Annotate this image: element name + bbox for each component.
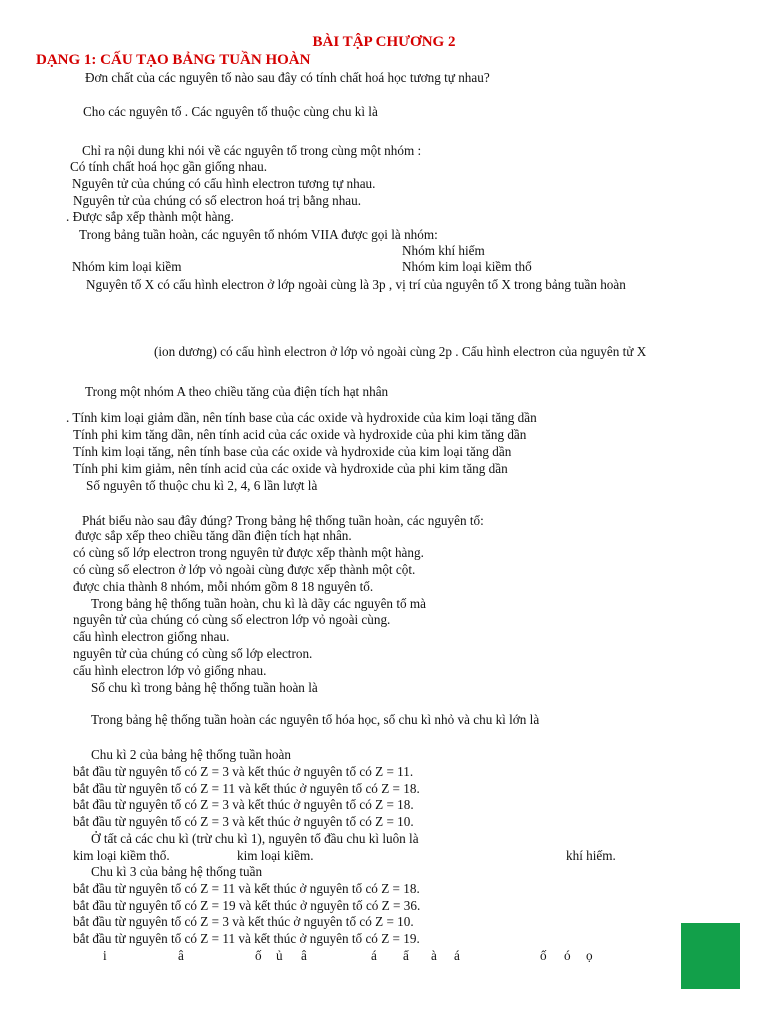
partial-glyph: ẩ <box>403 948 409 963</box>
text-line: Nhóm khí hiếm <box>402 243 485 258</box>
text-line: Trong bảng tuần hoàn, các nguyên tố nhóm VIIA được gọi là nhóm: <box>79 227 438 242</box>
text-line: bắt đầu từ nguyên tố có Z = 3 và kết thúc ở nguyên tố có Z = 18. <box>73 797 414 812</box>
text-line: được sắp xếp theo chiều tăng dần điện tích hạt nhân. <box>75 528 352 543</box>
text-line: Nhóm kim loại kiềm thổ <box>402 259 532 274</box>
partial-glyph: ọ <box>586 948 593 963</box>
partial-glyph: ố <box>540 948 547 963</box>
text-line: Số nguyên tố thuộc chu kì 2, 4, 6 lần lượt là <box>86 478 318 493</box>
text-line: Trong bảng hệ thống tuần hoàn các nguyên tố hóa học, số chu kì nhỏ và chu kì lớn là <box>91 712 540 727</box>
text-line: Trong một nhóm A theo chiều tăng của điện tích hạt nhân <box>85 384 389 399</box>
text-line: bắt đầu từ nguyên tố có Z = 11 và kết thúc ở nguyên tố có Z = 19. <box>73 931 420 946</box>
partial-glyph: á <box>454 948 460 963</box>
text-line: Nguyên tố X có cấu hình electron ở lớp ngoài cùng là 3p , vị trí của nguyên tố X trong bảng tuần hoàn <box>86 277 626 292</box>
partial-glyph: ủ <box>276 948 283 963</box>
text-line: bắt đầu từ nguyên tố có Z = 11 và kết thúc ở nguyên tố có Z = 18. <box>73 881 420 896</box>
text-line: Đơn chất của các nguyên tố nào sau đây có tính chất hoá học tương tự nhau? <box>85 70 490 85</box>
text-line: Có tính chất hoá học gần giống nhau. <box>70 159 268 174</box>
text-line: bắt đầu từ nguyên tố có Z = 11 và kết thúc ở nguyên tố có Z = 18. <box>73 781 420 796</box>
text-line: Tính phi kim tăng dần, nên tính acid của các oxide và hydroxide của phi kim tăng dần <box>73 427 527 442</box>
text-line: có cùng số electron ở lớp vỏ ngoài cùng được xếp thành một cột. <box>73 562 416 577</box>
text-line: . Được sắp xếp thành một hàng. <box>66 209 234 224</box>
text-line: . Tính kim loại giảm dần, nên tính base của các oxide và hydroxide của kim loại tăng dần <box>66 410 537 425</box>
text-line: kim loại kiềm thổ. <box>73 848 170 863</box>
text-line: được chia thành 8 nhóm, mỗi nhóm gồm 8 18 nguyên tố. <box>73 579 374 594</box>
section-heading: DẠNG 1: CẤU TẠO BẢNG TUẦN HOÀN <box>36 52 311 68</box>
partial-glyph: à <box>431 948 437 963</box>
partial-text-line <box>0 948 768 966</box>
partial-glyph: á <box>371 948 377 963</box>
text-line: bắt đầu từ nguyên tố có Z = 3 và kết thúc ở nguyên tố có Z = 10. <box>73 814 414 829</box>
text-line: Trong bảng hệ thống tuần hoàn, chu kì là dãy các nguyên tố mà <box>91 596 426 611</box>
text-line: Ở tất cả các chu kì (trừ chu kì 1), nguyên tố đầu chu kì luôn là <box>91 831 419 846</box>
text-line: nguyên tử của chúng có cùng số lớp electron. <box>73 646 313 661</box>
text-line: bắt đầu từ nguyên tố có Z = 3 và kết thúc ở nguyên tố có Z = 11. <box>73 764 414 779</box>
text-line: có cùng số lớp electron trong nguyên tử được xếp thành một hàng. <box>73 545 424 560</box>
text-line: nguyên tử của chúng có cùng số electron lớp vỏ ngoài cùng. <box>73 612 391 627</box>
partial-glyph: â <box>301 948 307 963</box>
green-square-decoration <box>681 923 740 989</box>
partial-glyph: ố <box>255 948 262 963</box>
text-line: kim loại kiềm. <box>237 848 314 863</box>
text-line: Nhóm kim loại kiềm <box>72 259 182 274</box>
text-line: cấu hình electron lớp vỏ giống nhau. <box>73 663 267 678</box>
text-line: Nguyên tử của chúng có cấu hình electron tương tự nhau. <box>72 176 376 191</box>
text-line: khí hiếm. <box>566 848 616 863</box>
partial-glyph: â <box>178 948 184 963</box>
page-title: BÀI TẬP CHƯƠNG 2 <box>312 34 456 50</box>
text-line: Chu kì 2 của bảng hệ thống tuần hoàn <box>91 747 291 762</box>
text-line: Chu kì 3 của bảng hệ thống tuần <box>91 864 263 879</box>
text-line: Tính kim loại tăng, nên tính base của các oxide và hydroxide của kim loại tăng dần <box>73 444 512 459</box>
text-line: bắt đầu từ nguyên tố có Z = 3 và kết thúc ở nguyên tố có Z = 10. <box>73 914 414 929</box>
text-line: Tính phi kim giảm, nên tính acid của các oxide và hydroxide của phi kim tăng dần <box>73 461 508 476</box>
partial-glyph: ó <box>564 948 571 963</box>
text-line: Số chu kì trong bảng hệ thống tuần hoàn là <box>91 680 318 695</box>
text-line: (ion dương) có cấu hình electron ở lớp vỏ ngoài cùng 2p . Cấu hình electron của nguyên tử X <box>154 344 647 359</box>
text-line: bắt đầu từ nguyên tố có Z = 19 và kết thúc ở nguyên tố có Z = 36. <box>73 898 421 913</box>
text-line: Chỉ ra nội dung khi nói về các nguyên tố trong cùng một nhóm : <box>82 143 422 158</box>
text-line: Nguyên tử của chúng có số electron hoá trị bằng nhau. <box>73 193 362 208</box>
text-line: Phát biểu nào sau đây đúng? Trong bảng hệ thống tuần hoàn, các nguyên tố: <box>82 513 484 528</box>
text-line: cấu hình electron giống nhau. <box>73 629 230 644</box>
partial-glyph: i <box>103 948 107 963</box>
text-line: Cho các nguyên tố . Các nguyên tố thuộc cùng chu kì là <box>83 104 378 119</box>
